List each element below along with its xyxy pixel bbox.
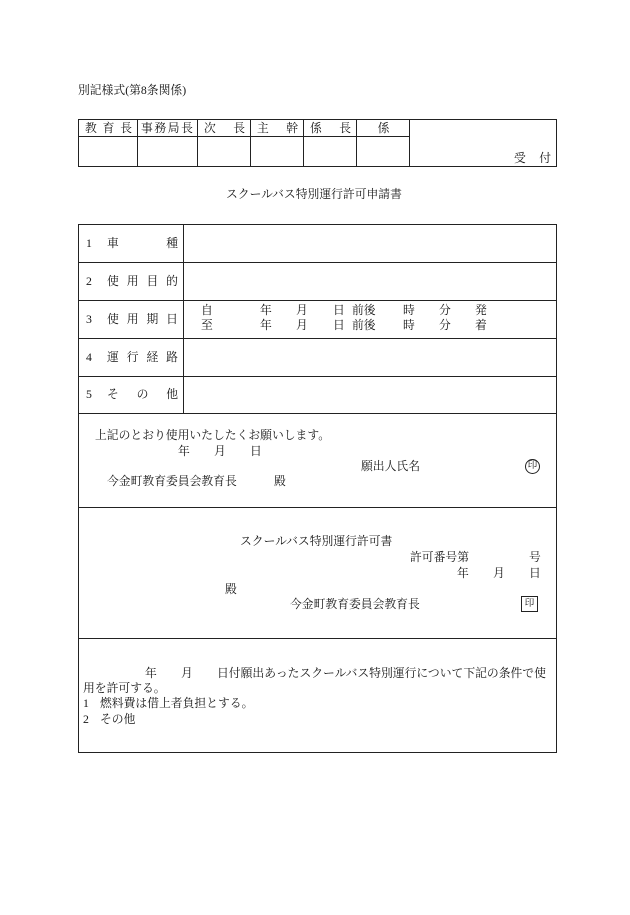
stamp-box-section-chief[interactable] <box>304 137 357 166</box>
row-number: 2 <box>86 274 92 288</box>
permit-issuer: 今金町教育委員会教育長 <box>290 597 420 611</box>
label-character: 的 <box>166 274 178 288</box>
label-character: 係 <box>377 120 390 135</box>
approval-header-label <box>257 121 298 136</box>
approval-header-label <box>85 121 132 136</box>
request-addressee: 今金町教育委員会教育長 <box>107 474 237 488</box>
label-character: 他 <box>166 387 178 401</box>
stamp-box-chief-officer[interactable] <box>251 137 304 166</box>
period-to-am-pm: 前後 <box>352 318 376 332</box>
label-character: 日 <box>166 312 178 326</box>
row-number: 3 <box>86 312 92 326</box>
vehicle-type-field[interactable] <box>184 225 556 262</box>
condition-item-text: その他 <box>100 712 136 726</box>
request-section <box>79 414 556 508</box>
stamp-box-deputy-director[interactable] <box>198 137 251 166</box>
label-character: 長 <box>339 120 351 135</box>
label-character: 使 <box>107 274 119 288</box>
applicant-name-label: 願出人氏名 <box>361 459 420 473</box>
permit-title: スクールバス特別運行許可書 <box>240 534 393 548</box>
row-vehicle-type <box>79 225 556 263</box>
permit-number-suffix: 号 <box>529 550 541 564</box>
label-character: 用 <box>126 274 139 288</box>
conditions-date-month: 月 <box>181 666 193 680</box>
label-character: 事 <box>141 120 153 135</box>
application-title: スクールバス特別運行許可申請書 <box>226 187 402 201</box>
label-character: 受 <box>514 151 526 165</box>
conditions-text-line2: 用を許可する。 <box>83 681 166 695</box>
row-route <box>79 339 556 377</box>
conditions-text-line1: 日付願出あったスクールバス特別運行について下記の条件で使 <box>217 666 546 680</box>
label-character: 幹 <box>286 120 298 135</box>
label-character: 係 <box>310 120 322 135</box>
request-date-month: 月 <box>214 444 226 458</box>
request-date-day: 日 <box>250 444 262 458</box>
permit-date-month: 月 <box>493 566 505 580</box>
row-label <box>107 274 178 289</box>
label-character: 長 <box>120 120 132 135</box>
period-to-month: 月 <box>296 318 308 332</box>
request-date-year: 年 <box>178 444 190 458</box>
approval-header-secretary-general <box>138 120 198 137</box>
reception-label <box>514 151 551 166</box>
row-label <box>107 312 178 327</box>
period-from-am-pm: 前後 <box>352 303 376 317</box>
approval-header-label <box>310 121 351 136</box>
permit-honorific: 殿 <box>225 582 237 596</box>
condition-item-number: 1 <box>83 696 89 710</box>
period-from-day: 日 <box>333 303 345 317</box>
period-to-marker: 至 <box>201 318 213 332</box>
approval-header-deputy-director <box>198 120 251 137</box>
approval-header-label <box>204 121 245 136</box>
label-character: 教 <box>85 120 97 135</box>
row-label-cell <box>79 225 184 262</box>
request-statement: 上記のとおり使用いたしたくお願いします。 <box>95 428 330 442</box>
row-label <box>107 387 178 402</box>
period-arrival: 着 <box>475 318 487 332</box>
condition-item-number: 2 <box>83 712 89 726</box>
permit-date-day: 日 <box>529 566 541 580</box>
label-character: 運 <box>107 350 119 364</box>
label-character: 長 <box>233 120 245 135</box>
stamp-box-superintendent[interactable] <box>79 137 138 166</box>
row-label-cell <box>79 377 184 413</box>
approval-header-superintendent <box>79 120 138 137</box>
row-label-cell <box>79 339 184 376</box>
label-character: 経 <box>146 350 159 364</box>
label-character: 使 <box>107 312 119 326</box>
row-label-cell <box>79 301 184 338</box>
label-character: 付 <box>539 151 551 165</box>
period-from-year: 年 <box>260 303 272 317</box>
form-reference-label: 別記様式(第8条関係) <box>78 83 187 97</box>
label-character: 主 <box>257 120 269 135</box>
row-label-cell <box>79 263 184 300</box>
purpose-field[interactable] <box>184 263 556 300</box>
label-character: 務 <box>154 120 167 135</box>
period-from-month: 月 <box>296 303 308 317</box>
label-character: 車 <box>107 236 119 250</box>
period-from-marker: 自 <box>201 303 213 317</box>
label-character: 路 <box>166 350 178 364</box>
period-to-year: 年 <box>260 318 272 332</box>
period-to-day: 日 <box>333 318 345 332</box>
row-usage-period <box>79 301 556 339</box>
period-to-hour: 時 <box>403 318 415 332</box>
application-form-table <box>78 224 557 753</box>
row-other <box>79 377 556 414</box>
permit-section <box>79 508 556 639</box>
label-character: 局 <box>167 120 180 135</box>
row-purpose <box>79 263 556 301</box>
label-character: 次 <box>204 120 216 135</box>
row-label <box>107 350 178 365</box>
route-field[interactable] <box>184 339 556 376</box>
approval-header-label <box>363 121 404 136</box>
row-label <box>107 236 178 251</box>
period-from-hour: 時 <box>403 303 415 317</box>
approval-stamp-table <box>78 119 557 167</box>
issuer-seal-mark: 印 <box>521 596 538 612</box>
label-character: 期 <box>146 312 159 326</box>
applicant-seal-mark: 印 <box>525 459 540 474</box>
conditions-section <box>79 639 556 752</box>
stamp-box-staff[interactable] <box>357 137 410 166</box>
permit-date-year: 年 <box>457 566 469 580</box>
approval-header-staff <box>357 120 410 137</box>
permit-number-prefix: 許可番号第 <box>410 550 469 564</box>
usage-period-field[interactable] <box>184 301 556 338</box>
stamp-box-secretary-general[interactable] <box>138 137 198 166</box>
period-departure: 発 <box>475 303 487 317</box>
label-character: 用 <box>126 312 139 326</box>
label-character: 長 <box>181 120 193 135</box>
request-honorific: 殿 <box>274 474 286 488</box>
approval-header-label <box>141 121 193 136</box>
label-character: 行 <box>126 350 139 364</box>
label-character: 種 <box>166 236 178 250</box>
row-number: 4 <box>86 350 92 364</box>
period-from-minute: 分 <box>439 303 451 317</box>
label-character: の <box>136 387 149 401</box>
row-number: 5 <box>86 387 92 401</box>
label-character: 育 <box>102 120 115 135</box>
row-number: 1 <box>86 236 92 250</box>
label-character: 目 <box>146 274 159 288</box>
label-character: そ <box>107 387 119 401</box>
reception-box[interactable] <box>410 120 556 166</box>
conditions-date-year: 年 <box>145 666 157 680</box>
approval-header-chief-officer <box>251 120 304 137</box>
other-field[interactable] <box>184 377 556 413</box>
condition-item-text: 燃料費は借上者負担とする。 <box>100 696 254 710</box>
approval-header-section-chief <box>304 120 357 137</box>
period-to-minute: 分 <box>439 318 451 332</box>
